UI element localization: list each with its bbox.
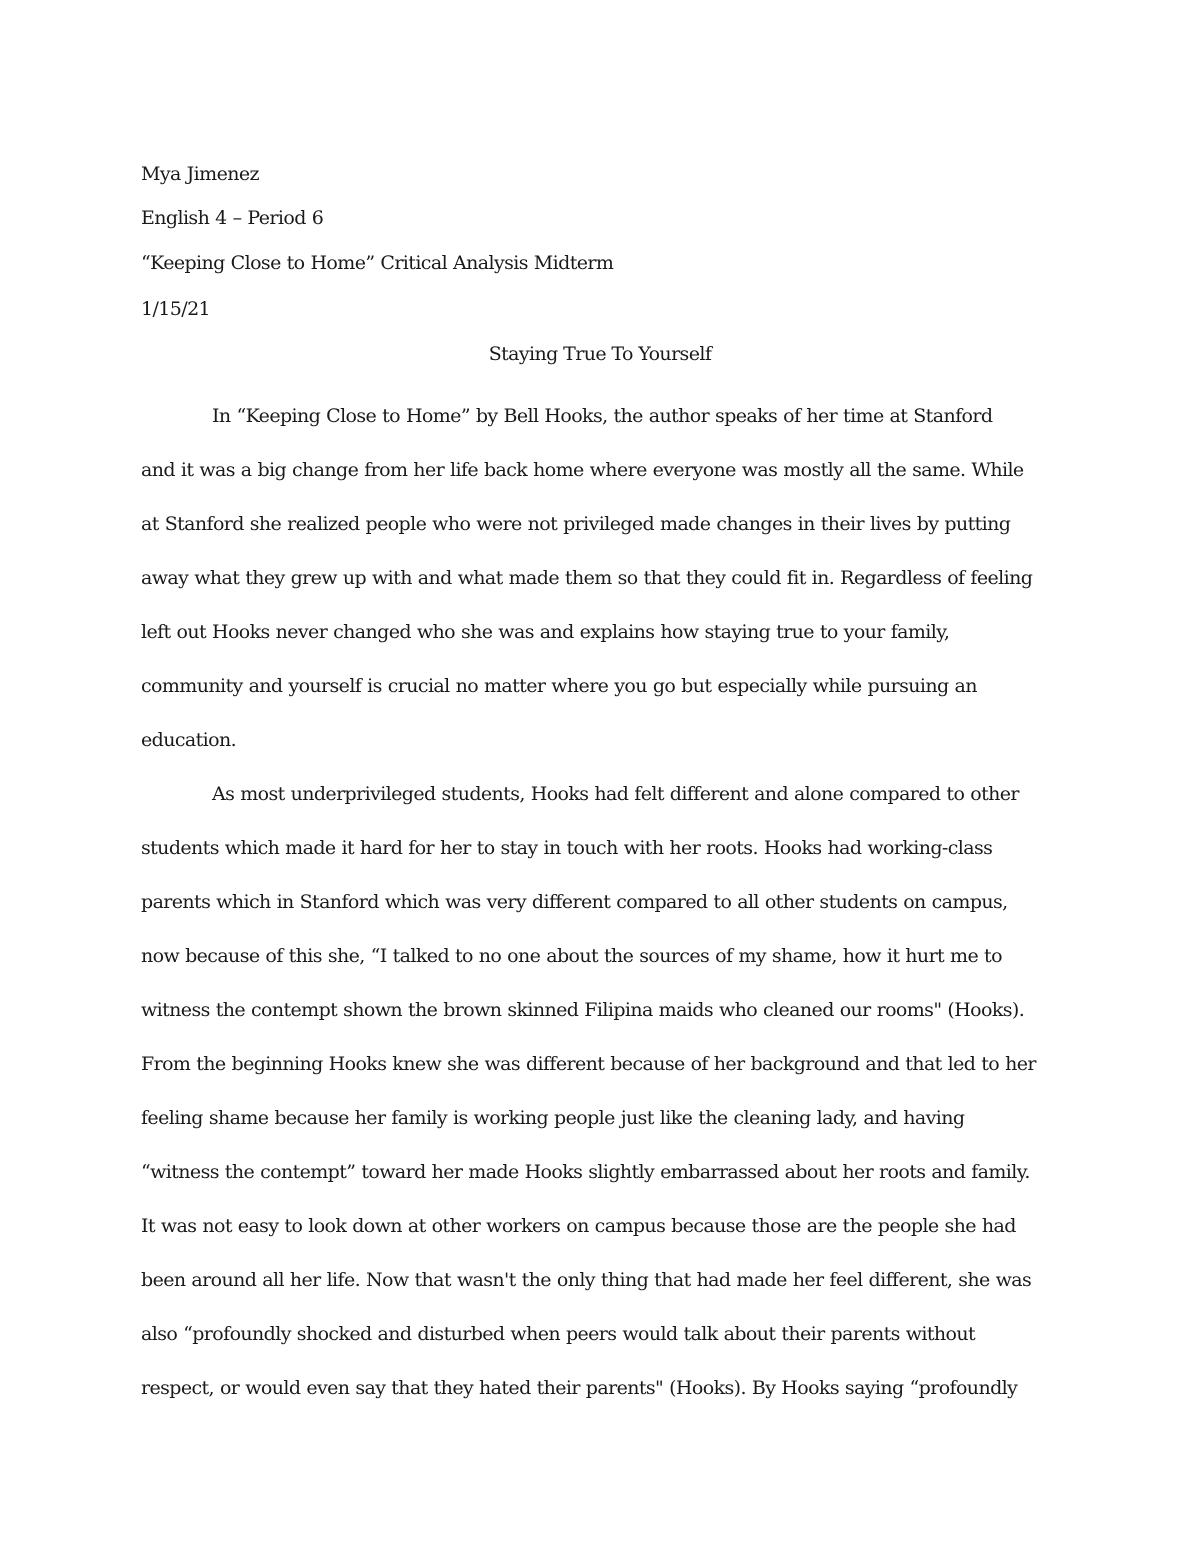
paragraph-line: been around all her life. Now that wasn't the only thing that had made her feel different, she was: [141, 1269, 1032, 1291]
course-period: English 4 – Period 6: [141, 207, 324, 229]
paragraph-line: also “profoundly shocked and disturbed when peers would talk about their parents without: [141, 1323, 976, 1345]
paragraph-line: away what they grew up with and what made them so that they could fit in. Regardless of feeling: [141, 567, 1033, 589]
paragraph-line: students which made it hard for her to stay in touch with her roots. Hooks had working-class: [141, 837, 993, 859]
author-name: Mya Jimenez: [141, 163, 259, 185]
paragraph-line: feeling shame because her family is working people just like the cleaning lady, and having: [141, 1107, 965, 1129]
paragraph-line: at Stanford she realized people who were not privileged made changes in their lives by putting: [141, 513, 1011, 535]
paragraph-line: In “Keeping Close to Home” by Bell Hooks, the author speaks of her time at Stanford: [212, 405, 993, 427]
paragraph-line: education.: [141, 729, 237, 751]
paragraph-line: witness the contempt shown the brown skinned Filipina maids who cleaned our rooms" (Hooks).: [141, 999, 1025, 1021]
paragraph-line: From the beginning Hooks knew she was different because of her background and that led to her: [141, 1053, 1036, 1075]
paragraph-line: parents which in Stanford which was very different compared to all other students on campus,: [141, 891, 1008, 913]
paragraph-line: community and yourself is crucial no matter where you go but especially while pursuing an: [141, 675, 977, 697]
paragraph-line: “witness the contempt” toward her made Hooks slightly embarrassed about her roots and family.: [141, 1161, 1030, 1183]
document-date: 1/15/21: [141, 298, 211, 320]
paragraph-line: It was not easy to look down at other workers on campus because those are the people she had: [141, 1215, 1016, 1237]
paragraph-line: left out Hooks never changed who she was and explains how staying true to your family,: [141, 621, 950, 643]
paragraph-line: now because of this she, “I talked to no one about the sources of my shame, how it hurt me to: [141, 945, 1002, 967]
paragraph-line: and it was a big change from her life back home where everyone was mostly all the same. While: [141, 459, 1024, 481]
paragraph-line: As most underprivileged students, Hooks had felt different and alone compared to other: [212, 783, 1019, 805]
essay-title: Staying True To Yourself: [488, 343, 712, 365]
assignment-title: “Keeping Close to Home” Critical Analysis Midterm: [141, 252, 614, 274]
paragraph-line: respect, or would even say that they hated their parents" (Hooks). By Hooks saying “profoundly: [141, 1377, 1018, 1399]
